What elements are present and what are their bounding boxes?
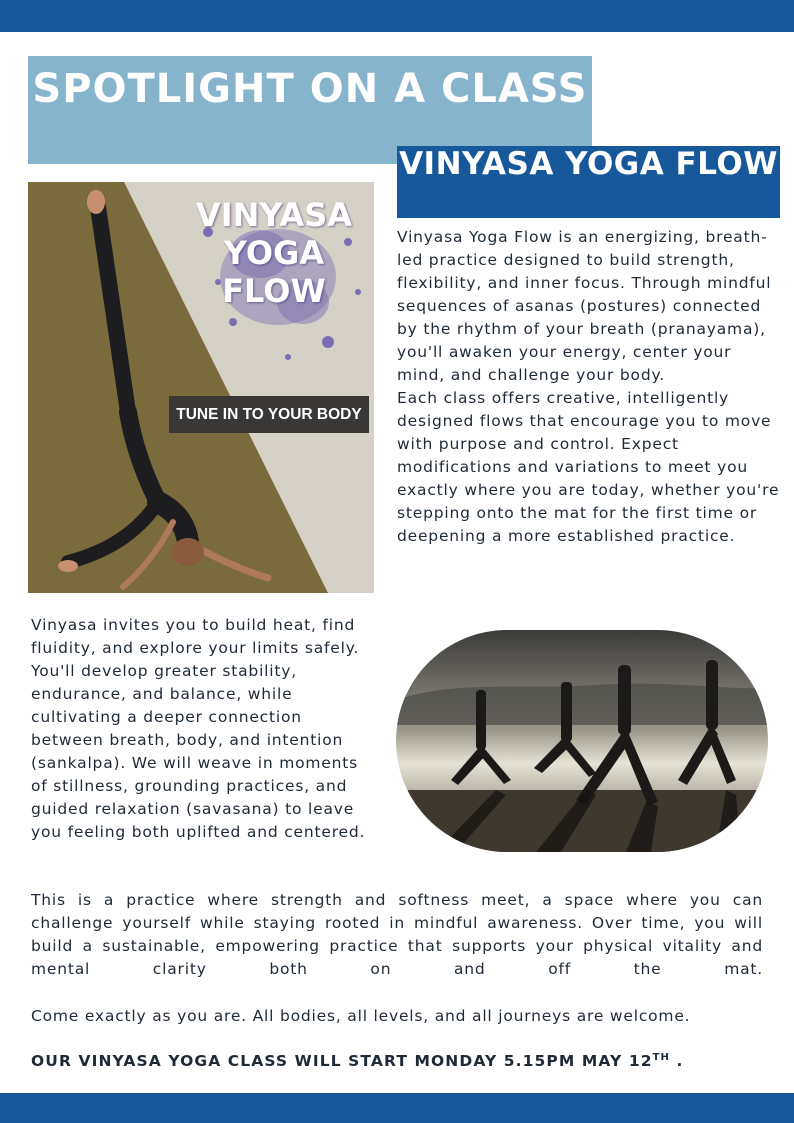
practice-paragraph: This is a practice where strength and softness meet, a space where you can challenge yourself while staying rooted in mindful awareness. Over time, you will build a sustainable, empowering practice that supports your physical vitality and mental clarity both on and off the mat. [31, 891, 763, 978]
intro-text-2: Each class offers creative, intelligently designed flows that encourage you to move with purpose and control. Expect modifications and variations to meet you exactly where you are today, whether you're stepping onto the mat for the first time or deepening a more established practice. [397, 389, 780, 545]
spotlight-title: SPOTLIGHT ON A CLASS [32, 66, 588, 112]
class-poster [28, 182, 374, 593]
beach-yoga-photo [396, 630, 768, 852]
ordinal-suffix: TH [652, 1052, 671, 1063]
intro-text: Vinyasa Yoga Flow is an energizing, breath-led practice designed to build strength, flexibility, and inner focus. Through mindful sequences of asanas (postures) connected by the rhythm of your breath (pranayama), you'll awaken your energy, center your mind, and challenge your body. [397, 228, 772, 384]
poster-title: VINYASA YOGA FLOW [195, 196, 353, 310]
bottom-band [0, 1093, 794, 1123]
start-text: OUR VINYASA YOGA CLASS WILL START MONDAY 5.15PM MAY 12 [31, 1052, 653, 1071]
benefits-paragraph: Vinyasa invites you to build heat, find fluidity, and explore your limits safely. You'll develop greater stability, endurance, and balance, while cultivating a deeper connection between breath, body, and intention (sankalpa). We will weave in moments of stillness, grounding practices, and guided relaxation (savasana) to leave you feeling both uplifted and centered. [31, 616, 366, 841]
intro-paragraph [397, 226, 782, 548]
start-end: . [670, 1052, 684, 1071]
welcome-paragraph: Come exactly as you are. All bodies, all levels, and all journeys are welcome. [31, 1007, 691, 1025]
poster-tagline: TUNE IN TO YOUR BODY [169, 396, 369, 433]
top-band [0, 0, 794, 32]
start-announcement [31, 1052, 771, 1070]
class-title: VINYASA YOGA FLOW [399, 146, 778, 182]
